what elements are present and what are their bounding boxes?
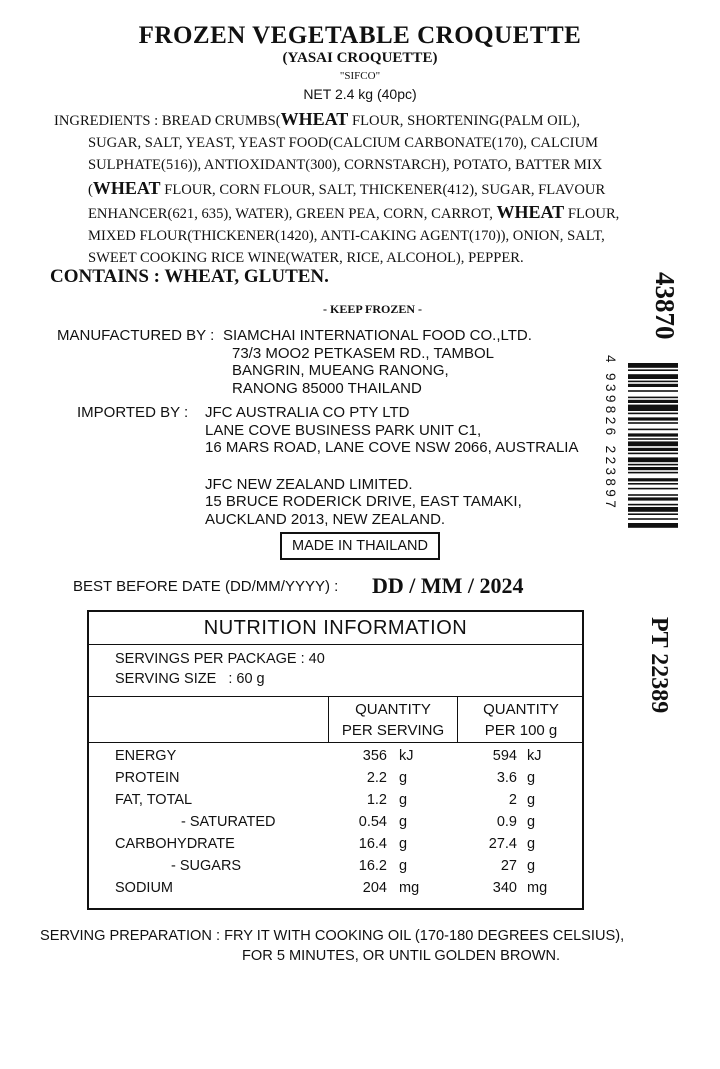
barcode-bar: [628, 384, 678, 387]
preparation-line: SERVING PREPARATION : FRY IT WITH COOKING OIL (170-180 DEGREES CELSIUS),: [40, 928, 625, 944]
ingredients-text: FLOUR,: [564, 205, 620, 222]
importer-nz-line: JFC NEW ZEALAND LIMITED.: [205, 475, 413, 493]
barcode-bar: [628, 483, 678, 485]
ingredients-line: [54, 201, 674, 225]
column-header-line: PER 100 g: [484, 722, 558, 739]
vertical-batch-code-text: 43870: [650, 272, 680, 340]
column-header-per-serving: [329, 699, 457, 741]
barcode-bar: [628, 513, 678, 515]
brand-name: "SIFCO": [339, 70, 381, 82]
barcode-bar: [628, 381, 678, 383]
barcode-bar: [628, 523, 678, 528]
barcode-bar: [628, 467, 678, 470]
nutrient-unit: mg: [527, 880, 548, 896]
importer-nz-line: 15 BRUCE RODERICK DRIVE, EAST TAMAKI,: [205, 493, 522, 510]
barcode-bar: [628, 374, 678, 379]
allergen-highlight: WHEAT: [92, 177, 161, 198]
ingredients-text: FLOUR, CORN FLOUR, SALT, THICKENER(412), SUGAR, FLAVOUR: [160, 181, 606, 198]
nutrient-name: - SUGARS: [171, 858, 242, 874]
barcode-bar: [628, 518, 678, 520]
ingredients-line: [54, 154, 674, 176]
preparation-line: FOR 5 MINUTES, OR UNTIL GOLDEN BROWN.: [242, 948, 561, 964]
barcode-bar: [628, 397, 678, 399]
ingredients-text: FLOUR, SHORTENING(PALM OIL),: [348, 113, 580, 129]
barcode-bar: [628, 363, 678, 368]
nutrient-per-100g: 594: [492, 748, 517, 764]
nutrient-per-serving: 16.2: [358, 858, 387, 874]
barcode-bar: [628, 417, 678, 420]
nutrient-unit: g: [527, 836, 536, 852]
nutrition-title: NUTRITION INFORMATION: [203, 617, 468, 639]
ingredients-line: [54, 108, 674, 132]
nutrient-name: SODIUM: [115, 880, 173, 896]
importer-nz-line: AUCKLAND 2013, NEW ZEALAND.: [205, 510, 446, 528]
product-title: FROZEN VEGETABLE CROQUETTE: [138, 22, 582, 49]
nutrition-divider: [89, 742, 582, 743]
barcode-bar: [628, 390, 678, 392]
serving-preparation: [40, 926, 624, 966]
nutrient-unit: mg: [399, 880, 420, 896]
barcode-bar: [628, 400, 678, 403]
column-header-line: PER SERVING: [341, 722, 445, 739]
nutrient-name: ENERGY: [115, 748, 177, 764]
product-subtitle: (YASAI CROQUETTE): [282, 50, 438, 66]
column-header-line: QUANTITY: [355, 701, 431, 718]
nutrient-per-serving: 16.4: [358, 836, 387, 852]
nutrient-unit: g: [527, 770, 536, 786]
barcode-bar: [628, 488, 678, 490]
nutrient-per-100g: 27: [500, 858, 517, 874]
nutrient-unit: g: [527, 814, 536, 830]
barcode-bar: [628, 405, 678, 411]
ingredients-line: [54, 132, 674, 154]
ingredients-text: SUGAR, SALT, YEAST, YEAST FOOD(CALCIUM CARBONATE(170), CALCIUM: [88, 135, 598, 152]
nutrient-unit: g: [527, 858, 536, 874]
nutrient-per-100g: 0.9: [496, 814, 517, 830]
nutrient-name: CARBOHYDRATE: [115, 836, 235, 852]
importer-address: [205, 404, 578, 528]
barcode-bar: [628, 422, 678, 424]
nutrient-unit: g: [399, 814, 408, 830]
barcode-bar: [628, 438, 678, 440]
nutrient-per-serving: 204: [362, 880, 387, 896]
nutrient-unit: g: [399, 858, 408, 874]
allergen-highlight: WHEAT: [280, 109, 349, 129]
importer-label: IMPORTED BY :: [77, 404, 189, 421]
serving-size: SERVING SIZE : 60 g: [115, 671, 265, 687]
barcode-bar: [628, 413, 678, 415]
barcode-bar: [628, 478, 678, 481]
manufacturer-line: 73/3 MOO2 PETKASEM RD., TAMBOL: [232, 344, 495, 362]
best-before-label: BEST BEFORE DATE (DD/MM/YYYY) :: [73, 578, 339, 595]
barcode-bar: [628, 464, 678, 466]
importer-au-line: JFC AUSTRALIA CO PTY LTD: [205, 404, 410, 421]
ingredients-line: [54, 177, 674, 201]
nutrient-per-serving: 356: [362, 748, 387, 764]
ingredients-list: [54, 108, 674, 269]
nutrition-panel: [87, 610, 584, 910]
ingredients-text: MIXED FLOUR(THICKENER(1420), ANTI-CAKING AGENT(170)), ONION, SALT,: [88, 228, 605, 245]
net-weight: NET 2.4 kg (40pc): [303, 86, 417, 102]
barcode-bar: [628, 507, 678, 512]
nutrient-per-serving: 0.54: [358, 814, 387, 830]
column-header-per-100g: [458, 699, 584, 741]
nutrient-per-serving: 1.2: [366, 792, 387, 808]
ingredients-line: [54, 225, 674, 247]
manufacturer-line: SIAMCHAI INTERNATIONAL FOOD CO.,LTD.: [223, 327, 532, 344]
nutrient-unit: g: [399, 836, 408, 852]
barcode-bar: [628, 457, 678, 462]
nutrition-divider: [89, 696, 582, 697]
nutrient-per-100g: 27.4: [488, 836, 517, 852]
nutrient-per-100g: 3.6: [496, 770, 517, 786]
column-header-line: QUANTITY: [483, 701, 559, 718]
nutrient-per-100g: 2: [508, 792, 517, 808]
importer-au-line: 16 MARS ROAD, LANE COVE NSW 2066, AUSTRALIA: [205, 439, 579, 456]
ingredients-text: SWEET COOKING RICE WINE(WATER, RICE, ALCOHOL), PEPPER.: [88, 250, 524, 267]
manufacturer-line: RANONG 85000 THAILAND: [232, 379, 422, 397]
barcode-digits: 4 939826 223897: [603, 355, 618, 512]
barcode-bar: [628, 433, 678, 436]
barcode-bar: [628, 448, 678, 451]
barcode-bar: [628, 429, 678, 431]
barcode-bar: [628, 504, 678, 506]
nutrient-unit: kJ: [399, 748, 414, 764]
storage-instruction: - KEEP FROZEN -: [322, 302, 422, 316]
nutrition-divider: [89, 644, 582, 645]
nutrient-name: PROTEIN: [115, 770, 180, 786]
ingredients-text: INGREDIENTS : BREAD CRUMBS(: [54, 113, 281, 129]
allergen-highlight: WHEAT: [496, 201, 565, 222]
importer-au-line: LANE COVE BUSINESS PARK UNIT C1,: [205, 421, 482, 439]
barcode-bar: [628, 369, 678, 371]
nutrient-unit: g: [399, 770, 408, 786]
nutrient-per-serving: 2.2: [366, 770, 387, 786]
manufacturer-label: MANUFACTURED BY :: [57, 327, 215, 344]
country-of-origin: MADE IN THAILAND: [280, 532, 440, 560]
servings-per-package: SERVINGS PER PACKAGE : 40: [115, 651, 325, 667]
product-code-text: PT 22389: [646, 617, 672, 714]
barcode-bar: [628, 472, 678, 474]
barcode-bar: [628, 497, 678, 500]
barcode-bar: [628, 453, 678, 455]
nutrient-unit: g: [527, 792, 536, 808]
best-before-value: DD / MM / 2024: [372, 573, 524, 598]
nutrient-unit: g: [399, 792, 408, 808]
barcode-bars: [628, 363, 678, 528]
barcode-bar: [628, 441, 678, 446]
ingredients-text: ENHANCER(621, 635), WATER), GREEN PEA, CORN, CARROT,: [88, 205, 497, 222]
ingredients-text: SULPHATE(516)), ANTIOXIDANT(300), CORNSTARCH), POTATO, BATTER MIX: [88, 157, 603, 174]
ingredients-text: (: [88, 181, 93, 198]
barcode: [590, 355, 680, 585]
nutrient-per-100g: 340: [492, 880, 517, 896]
nutrient-name: - SATURATED: [181, 814, 276, 830]
manufacturer-line: BANGRIN, MUEANG RANONG,: [232, 362, 449, 379]
product-code: [622, 615, 682, 755]
allergen-statement: CONTAINS : WHEAT, GLUTEN.: [50, 266, 329, 287]
nutrient-unit: kJ: [527, 748, 542, 764]
barcode-bar: [628, 494, 678, 496]
nutrient-name: FAT, TOTAL: [115, 792, 193, 808]
manufacturer-address: [223, 327, 532, 397]
